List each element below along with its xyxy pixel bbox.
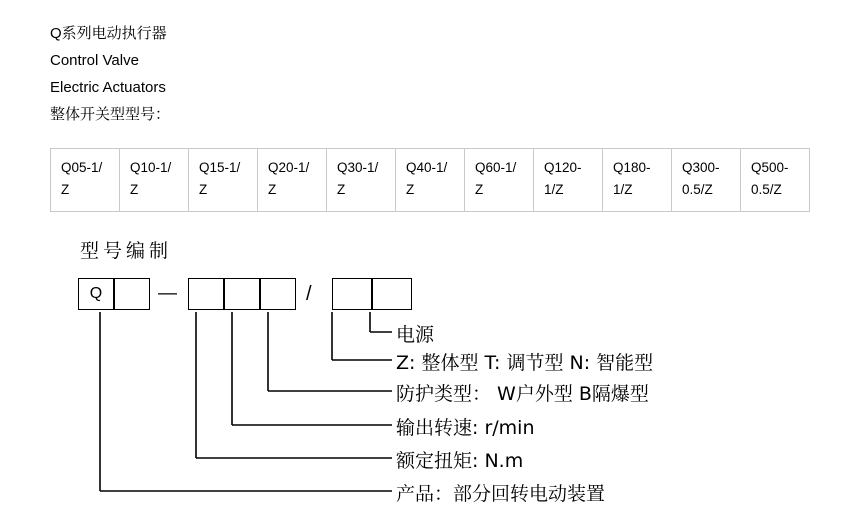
table-cell: Q500-0.5/Z — [741, 149, 810, 212]
model-code-diagram — [0, 228, 851, 524]
table-row — [51, 149, 810, 212]
table-cell: Q05-1/Z — [51, 149, 120, 212]
table-cell: Q40-1/Z — [396, 149, 465, 212]
heading-line-4: 整体开关型型号： — [50, 106, 171, 123]
code-cell-type — [332, 278, 372, 310]
code-cell-prefix: Q — [78, 278, 114, 310]
code-separator-slash: / — [306, 283, 312, 305]
heading-line-3: Electric Actuators — [50, 79, 166, 96]
code-separator-dash: — — [158, 283, 177, 304]
legend-power-source: 电源 — [396, 324, 435, 346]
table-cell: Q15-1/Z — [189, 149, 258, 212]
code-cell-power — [372, 278, 412, 310]
diagram-title: 型号编制 — [80, 240, 173, 262]
heading-line-2: Control Valve — [50, 52, 139, 69]
table-cell: Q300-0.5/Z — [672, 149, 741, 212]
code-cell-torque — [114, 278, 150, 310]
legend-output-speed: 输出转速: r/min — [396, 417, 535, 439]
code-cell-speed — [188, 278, 224, 310]
heading-block — [50, 20, 650, 128]
table-cell: Q60-1/Z — [465, 149, 534, 212]
legend-structure-type: Z: 整体型 T: 调节型 N: 智能型 — [396, 352, 654, 374]
code-cell-protection — [224, 278, 260, 310]
table-cell: Q180-1/Z — [603, 149, 672, 212]
table-cell: Q10-1/Z — [120, 149, 189, 212]
code-cell-extra — [260, 278, 296, 310]
legend-protection-type: 防护类型： W户外型 B隔爆型 — [396, 383, 649, 405]
table-cell: Q20-1/Z — [258, 149, 327, 212]
heading-line-1: Q系列电动执行器 — [50, 25, 167, 42]
model-number-table — [50, 148, 810, 212]
table-cell: Q30-1/Z — [327, 149, 396, 212]
legend-rated-torque: 额定扭矩: N.m — [396, 450, 524, 472]
legend-product: 产品：部分回转电动装置 — [396, 483, 606, 505]
table-cell: Q120-1/Z — [534, 149, 603, 212]
